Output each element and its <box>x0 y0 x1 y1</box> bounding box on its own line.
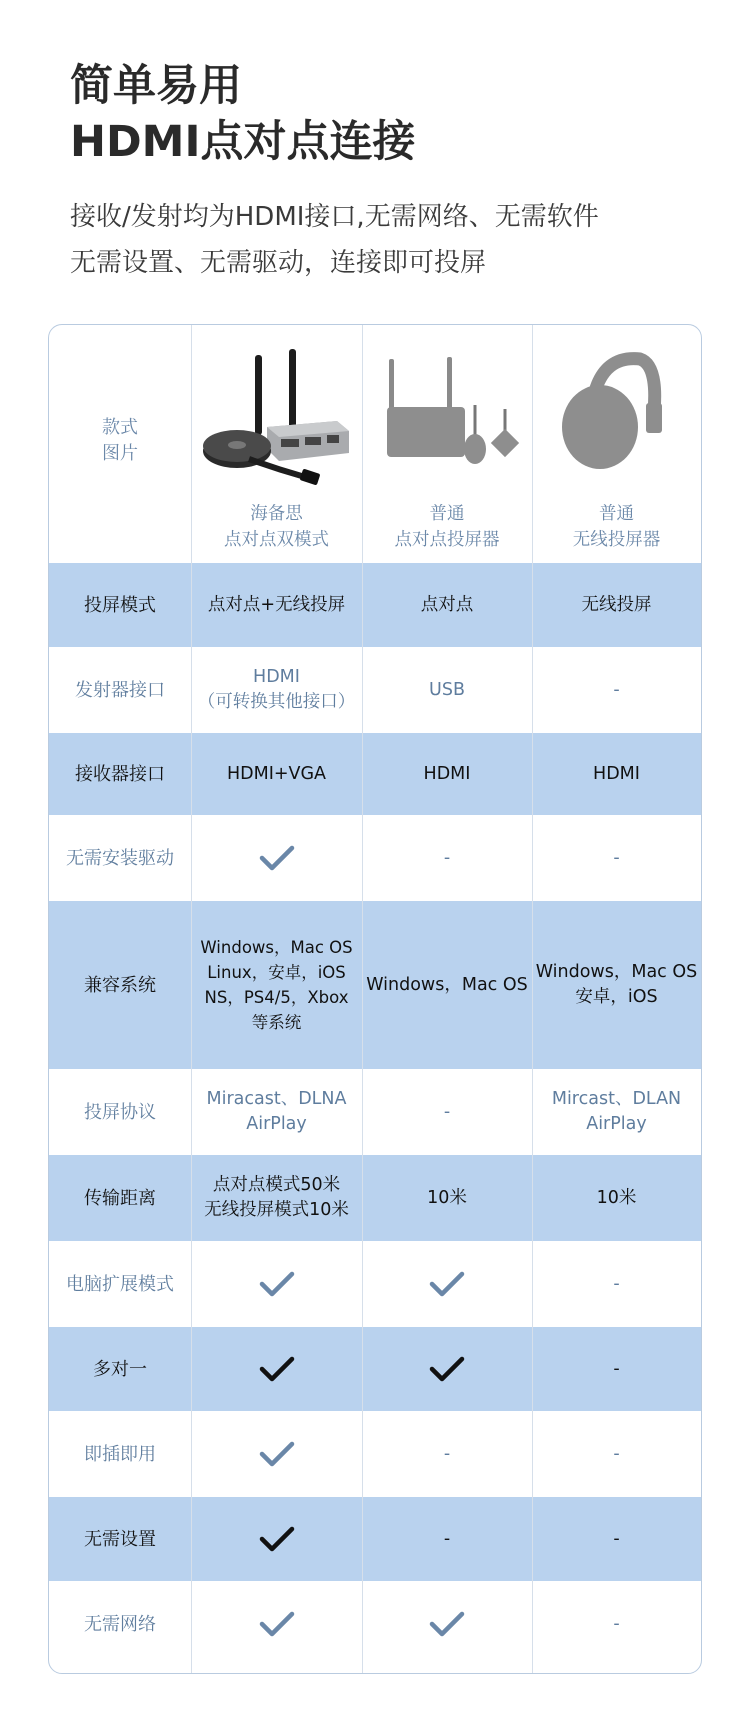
cell-text <box>204 1173 349 1223</box>
product-1-line-1: 海备思 <box>250 504 303 524</box>
table-row <box>49 1411 701 1497</box>
cell-line: 等系统 <box>251 1013 302 1032</box>
row-label: 即插即用 <box>84 1443 156 1465</box>
cell-c1 <box>191 1241 362 1327</box>
cell-line: HDMI <box>253 667 300 687</box>
cell-line: - <box>613 1273 620 1294</box>
cell-line: - <box>613 1613 620 1634</box>
cell-text <box>552 1087 681 1137</box>
cell-text <box>208 593 345 618</box>
row-label: 电脑扩展模式 <box>66 1273 174 1295</box>
cell-text <box>200 935 352 1035</box>
table-row <box>49 1497 701 1581</box>
cell-text <box>582 593 652 618</box>
cell-c1 <box>191 1497 362 1581</box>
cell-line: - <box>443 1528 451 1549</box>
cell-line: AirPlay <box>586 1114 647 1134</box>
cell-text <box>444 846 450 871</box>
row-label: 多对一 <box>93 1358 147 1380</box>
cell-c1 <box>191 733 362 815</box>
table-row <box>49 733 701 815</box>
hdmi-transmitter-receiver-image <box>197 349 357 489</box>
cell-line: 无线投屏 <box>581 594 652 615</box>
cell-line: HDMI+VGA <box>226 763 327 784</box>
cell-line: - <box>443 1443 451 1464</box>
cell-line: HDMI <box>423 763 471 784</box>
cell-text <box>613 1612 619 1637</box>
check-icon <box>427 1354 467 1384</box>
header-label <box>49 415 191 467</box>
cell-text <box>227 762 326 787</box>
cell-text <box>536 960 698 1010</box>
cell-c3 <box>532 563 701 647</box>
cell-line: - <box>613 847 620 868</box>
cell-c2 <box>362 733 532 815</box>
cell-c3 <box>532 1327 701 1411</box>
cell-c2 <box>362 563 532 647</box>
cell-c2 <box>362 1155 532 1241</box>
check-icon <box>427 1609 467 1639</box>
cell-text <box>427 1186 467 1211</box>
table-row <box>49 1581 701 1667</box>
cell-text <box>198 665 356 715</box>
cell-line: Miracast、DLNA <box>206 1089 347 1109</box>
cell-line: 点对点模式50米 <box>212 1175 341 1195</box>
product-1-line-2: 点对点双模式 <box>224 530 329 550</box>
cell-c2 <box>362 647 532 733</box>
cell-text <box>207 1087 347 1137</box>
cell-line: - <box>443 1101 451 1122</box>
cell-c2 <box>362 1497 532 1581</box>
row-label: 无需设置 <box>84 1528 156 1550</box>
cell-c1 <box>191 1581 362 1667</box>
cell-c2 <box>362 1411 532 1497</box>
cell-text <box>597 1186 637 1211</box>
wireless-dongle-image <box>554 351 674 475</box>
product-name-2 <box>362 501 532 553</box>
cell-c2 <box>362 1327 532 1411</box>
cell-text <box>444 1100 450 1125</box>
cell-text <box>444 1442 450 1467</box>
table-row <box>49 815 701 901</box>
check-icon <box>427 1269 467 1299</box>
cell-text <box>613 1357 619 1382</box>
cell-text <box>613 1272 619 1297</box>
headline <box>70 58 415 170</box>
check-icon <box>257 1269 297 1299</box>
cell-c1 <box>191 647 362 733</box>
check-icon <box>257 1439 297 1469</box>
cell-text <box>613 846 619 871</box>
table-row <box>49 1069 701 1155</box>
row-label: 无需网络 <box>84 1613 156 1635</box>
cell-line: Windows，Mac OS <box>535 962 698 982</box>
cell-c3 <box>532 1581 701 1667</box>
table-row <box>49 901 701 1069</box>
cell-line: 点对点+无线投屏 <box>207 594 346 615</box>
cell-line: - <box>613 1443 620 1464</box>
cell-text <box>593 762 640 787</box>
cell-text <box>424 762 471 787</box>
cell-c1 <box>191 1411 362 1497</box>
cell-c3 <box>532 733 701 815</box>
cell-c3 <box>532 1497 701 1581</box>
cell-line: 10米 <box>427 1187 467 1208</box>
cell-line: AirPlay <box>246 1114 307 1134</box>
row-label: 投屏模式 <box>84 594 156 616</box>
cell-text <box>613 1442 619 1467</box>
cell-line: - <box>613 679 620 700</box>
header-label-line-2: 图片 <box>102 443 138 464</box>
cell-text <box>613 678 619 703</box>
cell-line: Windows，Mac OS <box>200 938 353 957</box>
product-name-1 <box>191 501 362 553</box>
row-label: 兼容系统 <box>84 974 156 996</box>
cell-c3 <box>532 815 701 901</box>
product-2-line-1: 普通 <box>429 504 465 524</box>
cell-c2 <box>362 815 532 901</box>
row-label: 无需安装驱动 <box>66 847 174 869</box>
cell-line: （可转换其他接口） <box>197 692 356 712</box>
row-label: 接收器接口 <box>75 763 165 785</box>
table-row <box>49 1155 701 1241</box>
cell-line: 无线投屏模式10米 <box>204 1200 349 1220</box>
cell-text <box>613 1527 619 1552</box>
cell-c2 <box>362 1069 532 1155</box>
cell-line: NS，PS4/5，Xbox <box>204 988 349 1007</box>
headline-line-1: 简单易用 <box>70 61 242 111</box>
subheadline <box>70 194 599 286</box>
cell-c1 <box>191 1155 362 1241</box>
check-icon <box>257 1354 297 1384</box>
check-icon <box>257 1524 297 1554</box>
check-icon <box>257 1609 297 1639</box>
cell-c1 <box>191 815 362 901</box>
cell-c3 <box>532 1241 701 1327</box>
headline-line-2: HDMI点对点连接 <box>70 117 416 167</box>
row-label: 传输距离 <box>84 1187 156 1209</box>
cell-c2 <box>362 1581 532 1667</box>
cell-c3 <box>532 647 701 733</box>
cell-text <box>366 973 528 998</box>
cell-line: - <box>613 1358 620 1379</box>
product-name-3 <box>532 501 701 553</box>
cell-line: 安卓，iOS <box>575 987 658 1007</box>
table-row <box>49 647 701 733</box>
cell-text <box>444 1527 450 1552</box>
cell-c3 <box>532 901 701 1069</box>
table-row <box>49 1241 701 1327</box>
cell-line: - <box>443 847 451 868</box>
row-label: 发射器接口 <box>75 679 165 701</box>
cell-c1 <box>191 901 362 1069</box>
cell-c1 <box>191 563 362 647</box>
table-row <box>49 1327 701 1411</box>
cell-c2 <box>362 1241 532 1327</box>
subheadline-line-1: 接收/发射均为HDMI接口,无需网络、无需软件 <box>70 202 599 232</box>
cell-line: USB <box>429 679 465 700</box>
cell-c2 <box>362 901 532 1069</box>
cell-line: Windows，Mac OS <box>366 974 528 995</box>
cell-line: 点对点 <box>420 594 474 615</box>
cell-text <box>429 678 465 703</box>
receiver-box-with-dongles-image <box>379 355 529 475</box>
product-3-line-1: 普通 <box>599 504 634 524</box>
product-3-line-2: 无线投屏器 <box>572 530 661 550</box>
cell-line: Mircast、DLAN <box>551 1089 682 1109</box>
subheadline-line-2: 无需设置、无需驱动，连接即可投屏 <box>70 248 487 278</box>
cell-c1 <box>191 1069 362 1155</box>
cell-line: Linux，安卓，iOS <box>207 963 346 982</box>
cell-line: - <box>613 1528 620 1549</box>
header-label-line-1: 款式 <box>102 417 138 438</box>
cell-line: 10米 <box>596 1187 637 1208</box>
cell-line: HDMI <box>593 763 640 784</box>
cell-c3 <box>532 1411 701 1497</box>
cell-c1 <box>191 1327 362 1411</box>
cell-text <box>421 593 474 618</box>
cell-c3 <box>532 1155 701 1241</box>
comparison-table <box>48 324 702 1674</box>
table-row <box>49 563 701 647</box>
cell-c3 <box>532 1069 701 1155</box>
row-label: 投屏协议 <box>84 1101 156 1123</box>
product-2-line-2: 点对点投屏器 <box>394 530 500 550</box>
check-icon <box>257 843 297 873</box>
